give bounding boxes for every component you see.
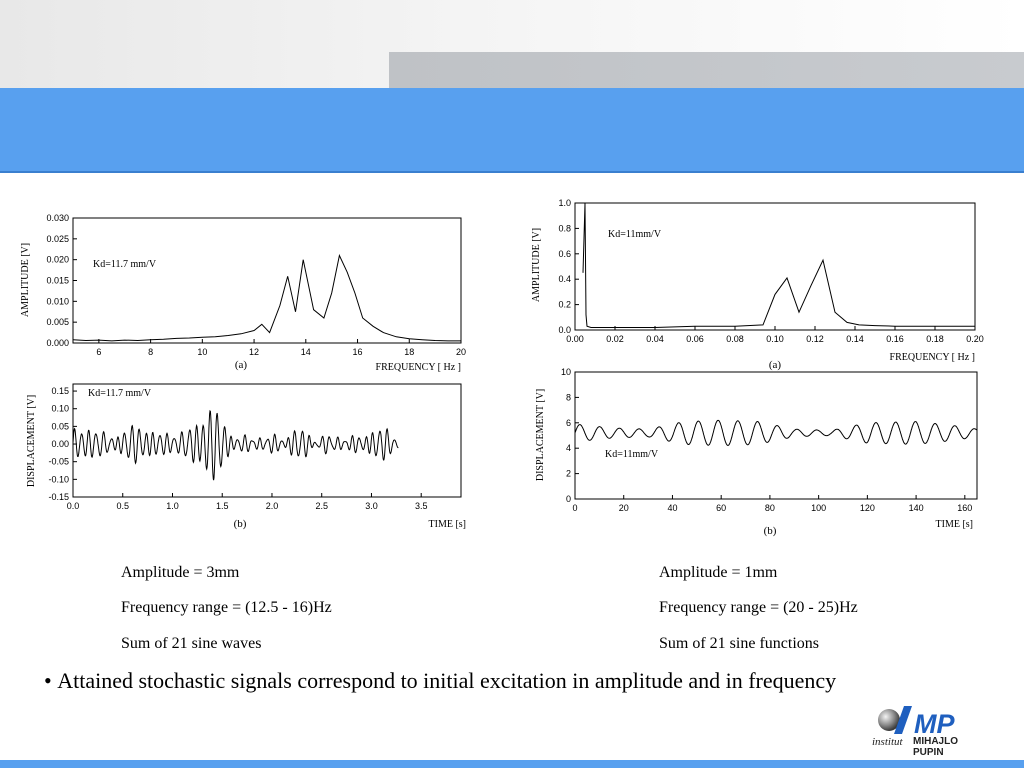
x-tick-label: 8 [148,347,154,357]
y-axis-label: AMPLITUDE [V] [531,227,542,303]
x-tick-label: 3.0 [365,501,378,511]
bullet-text: Attained stochastic signals correspond to initial excitation in amplitude and in frequency [57,668,837,693]
footer-bar [0,760,1024,768]
chart-annotation: Kd=11.7 mm/V [88,388,152,399]
x-tick-label: 10 [197,347,208,357]
y-tick-label: 10 [560,367,571,377]
y-tick-label: 0.2 [558,299,571,310]
logo-mark-icon [868,700,988,740]
logo-mark-text: MP [914,709,955,739]
chart-caption: (a) [234,359,248,371]
x-tick-label: 0.18 [926,334,944,344]
x-tick-label: 0.14 [846,334,864,344]
y-tick-label: 0.005 [46,317,69,328]
x-axis-label: FREQUENCY [ Hz ] [889,352,975,363]
plot-frame [73,218,461,343]
x-tick-label: 18 [404,347,415,357]
x-tick-label: 0.08 [726,334,744,344]
bullet-dot-icon: • [44,668,58,693]
x-axis-label: FREQUENCY [ Hz ] [375,362,461,373]
x-tick-label: 2.5 [315,501,328,511]
x-tick-label: 80 [764,503,775,513]
y-tick-label: 0.020 [46,254,69,265]
x-tick-label: 1.5 [215,501,229,511]
chart-annotation: Kd=11.7 mm/V [93,259,157,270]
x-axis-label: TIME [s] [935,519,973,530]
x-axis-label: TIME [s] [428,519,466,530]
x-tick-label: 0.06 [686,334,704,344]
y-tick-label: 6 [565,417,571,428]
y-tick-label: 8 [565,392,571,403]
x-tick-label: 0.10 [766,334,784,344]
x-tick-label: 0 [572,503,578,513]
y-tick-label: 0 [565,494,571,504]
left-amplitude-text: Amplitude = 3mm [121,564,240,581]
banner-accent-line [0,171,1024,173]
chart-amplitude-spectrum-right [520,190,1010,375]
logo-name-text: MIHAJLO PUPIN [913,736,958,758]
right-sum-text: Sum of 21 sine functions [659,635,819,652]
header-grey-tab [389,52,1024,88]
y-tick-label: 0.000 [46,338,69,348]
y-tick-label: 0.15 [51,386,69,397]
left-sum-text: Sum of 21 sine waves [121,635,262,652]
y-tick-label: 0.8 [558,223,571,234]
series-line [583,203,975,328]
x-tick-label: 120 [859,503,875,513]
chart-caption: (b) [763,525,777,537]
y-tick-label: 1.0 [558,198,571,208]
x-tick-label: 14 [300,347,311,357]
x-tick-label: 0.0 [66,501,80,511]
x-tick-label: 12 [249,347,260,357]
y-axis-label: AMPLITUDE [V] [20,242,31,318]
chart-displacement-time-right [520,362,1010,542]
chart-annotation: Kd=11mm/V [608,229,662,240]
x-tick-label: 140 [908,503,924,513]
plot-frame [575,372,977,499]
x-tick-label: 160 [957,503,973,513]
series-line [575,420,977,445]
x-tick-label: 0.00 [566,334,584,344]
title-banner [0,88,1024,171]
x-tick-label: 1.0 [166,501,179,511]
right-frequency-text: Frequency range = (20 - 25)Hz [659,599,858,616]
y-tick-label: 0.10 [51,403,69,414]
x-tick-label: 60 [716,503,727,513]
logo-institut-text: institut [872,736,903,748]
plot-frame [575,203,975,330]
x-tick-label: 0.12 [806,334,824,344]
y-tick-label: 0.00 [51,439,69,450]
y-axis-label: DISPLACEMENT [V] [535,388,546,482]
x-tick-label: 3.5 [414,501,428,511]
y-tick-label: 4 [565,443,571,454]
x-tick-label: 100 [811,503,827,513]
x-tick-label: 0.5 [116,501,130,511]
chart-displacement-time-left [0,372,480,537]
y-axis-label: DISPLACEMENT [V] [26,394,37,488]
x-tick-label: 6 [96,347,102,357]
y-tick-label: 0.05 [51,421,69,432]
right-amplitude-text: Amplitude = 1mm [659,564,778,581]
chart-annotation: Kd=11mm/V [605,449,659,460]
x-tick-label: 40 [667,503,678,513]
bullet-item [44,668,836,694]
y-tick-label: 0.015 [46,275,69,286]
y-tick-label: 0.4 [558,274,571,285]
institute-logo [868,700,988,758]
chart-caption: (a) [768,359,782,371]
x-tick-label: 0.02 [606,334,624,344]
series-line [73,411,398,480]
chart-amplitude-spectrum-left [0,205,480,385]
x-tick-label: 0.20 [966,334,984,344]
y-tick-label: 0.6 [558,248,571,259]
y-tick-label: -0.10 [48,474,69,485]
y-tick-label: -0.05 [48,456,69,467]
x-tick-label: 0.04 [646,334,664,344]
x-tick-label: 16 [352,347,363,357]
chart-caption: (b) [233,518,247,530]
y-tick-label: 0.0 [558,325,571,335]
x-tick-label: 20 [618,503,629,513]
y-tick-label: 2 [565,468,571,479]
y-tick-label: 0.030 [46,213,69,223]
left-frequency-text: Frequency range = (12.5 - 16)Hz [121,599,332,616]
y-tick-label: 0.010 [46,296,69,307]
x-tick-label: 0.16 [886,334,904,344]
x-tick-label: 20 [455,347,467,357]
y-tick-label: -0.15 [48,492,69,502]
x-tick-label: 2.0 [265,501,279,511]
y-tick-label: 0.025 [46,233,69,244]
